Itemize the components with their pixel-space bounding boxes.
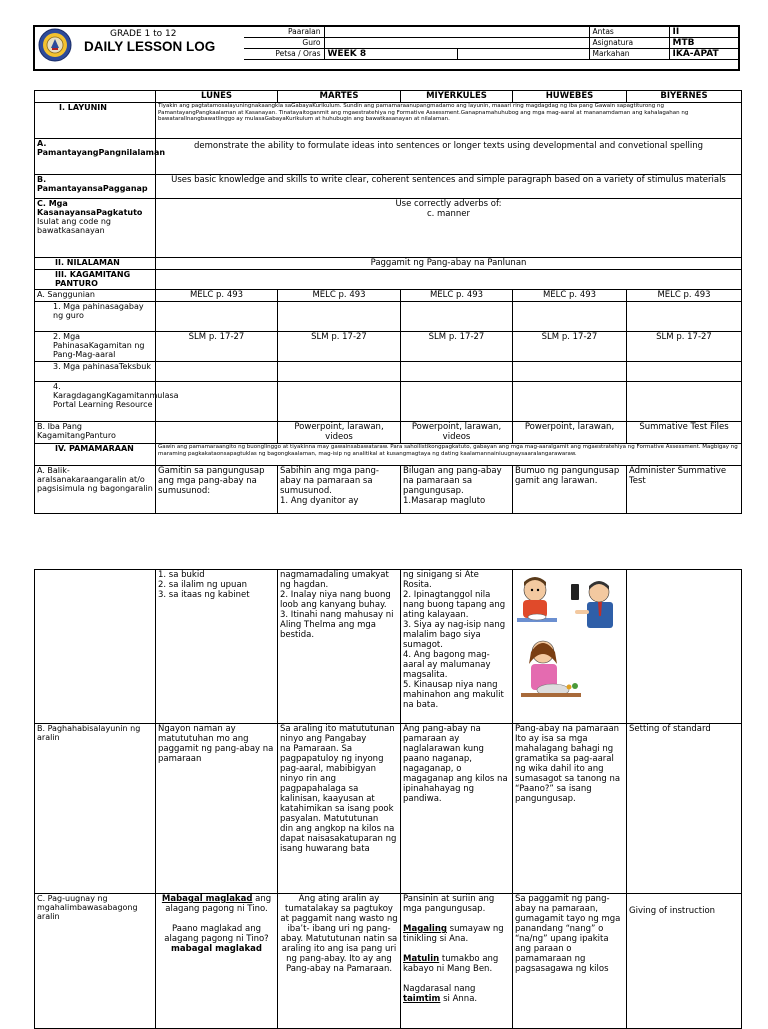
lesson-table bbox=[34, 90, 742, 514]
sanggunian-miyerkules: MELC p. 493 bbox=[401, 290, 513, 302]
pamantayang-pangnilalaman-text: demonstrate the ability to formulate ideas into sentences or longer texts using developmental and convetional spelling bbox=[156, 139, 742, 175]
balik-aral-cont-biyernes bbox=[627, 570, 742, 724]
cartoon-pictures bbox=[513, 570, 625, 720]
iba-pang-huwebes: Powerpoint, larawan, bbox=[513, 422, 627, 444]
pamantayang-pangnilalaman-label: A. PamantayangPangnilalaman bbox=[35, 139, 156, 175]
asignatura-value: MTB bbox=[669, 38, 738, 49]
petsa-value: WEEK 8 bbox=[324, 49, 457, 60]
lesson-table-continued bbox=[34, 569, 742, 1029]
example-taimtim: taimtim bbox=[403, 994, 441, 1004]
boy-eating-picture bbox=[517, 577, 557, 622]
paghahabi-huwebes: Pang-abay na pamaraan Ito ay isa sa mga mahalagang bahagi ng gramatika sa pag-aaral ng wika dahil ito ang sumasagot sa tanong na “Paano?” sa isang pangungusap. bbox=[513, 724, 627, 894]
slm-miyerkules: SLM p. 17-27 bbox=[401, 332, 513, 362]
example-matulin: Matulin bbox=[403, 954, 440, 964]
balik-aral-cont-martes: nagmamadaling umakyat ng hagdan. 2. Inalay niya nang buong loob ang kanyang buhay. 3. Itinahi nang mahusay ni Aling Thelma ang mga bestida. bbox=[278, 570, 401, 724]
example-answer: mabagal maglakad bbox=[171, 944, 262, 954]
teksbuk-label: 3. Mga pahinasaTeksbuk bbox=[35, 362, 156, 382]
balik-aral-label: A. Balik-aralsanakaraangaralin at/o pagsisimula ng bagongaralin bbox=[35, 466, 156, 514]
paghahabi-biyernes: Setting of standard bbox=[627, 724, 742, 894]
balik-aral-cont-miyerkules: ng sinigang si Ate Rosita. 2. Ipinagtanggol nila nang buong tapang ang ating kalayaan. 3. Siya ay nag-isip nang malalim bago siya sumagot. 4. Ang bagong mag-aaral ay malumanay magsalita. 5. Kinausap niya nang mahinahon ang makulit na bata. bbox=[401, 570, 513, 724]
example-mabagal: Mabagal maglakad bbox=[161, 894, 253, 904]
paghahabi-martes: Sa araling ito matututunan ninyo ang Pangabay na Pamaraan. Sa pagpapatuloy ng inyong pag-aaral, mabibigyan ninyo rin ang pagpapahalaga sa kalinisan, kaayusan at katahimikan sa isang pook pasyalan. Matututunan din ang angkop na kilos na dapat naisasakatuparan ng isang huwarang bata bbox=[278, 724, 401, 894]
layunin-text: Tiyakin ang pagtatamosalayuningnakaangkla saGabayaKurikulum. Sundin ang pamamaraanupangmadamo ang layunin, maaari ring magdagdag ng iba pang Gawain sapagtiturong ng PamantayangPangkaalaman at Kasanayan. Tinatayaitoganmit ang mgaestratehiya ng Formative Assessment.Ganapnamahuhubog ang mga mag-aaral at mananamdaman ang kahalagahan ng bawatarallnangbawatlinggo ay mulasaGabayaKurikulum at huhubugin ang bawatkasanayan at nilalaman. bbox=[156, 103, 742, 139]
days-row bbox=[35, 91, 742, 103]
example-question: Paano maglakad ang alagang pagong ni Tino? bbox=[164, 924, 269, 944]
petsa-extra bbox=[457, 49, 589, 60]
iba-pang-miyerkules: Powerpoint, larawan, videos bbox=[401, 422, 513, 444]
slm-martes: SLM p. 17-27 bbox=[278, 332, 401, 362]
sanggunian-martes: MELC p. 493 bbox=[278, 290, 401, 302]
paghahabi-lunes: Ngayon naman ay matututuhan mo ang paggamit ng pang-abay na pamaraan bbox=[156, 724, 278, 894]
petsa-label: Petsa / Oras bbox=[244, 49, 324, 60]
woman-cooking-picture bbox=[521, 641, 581, 697]
example-matulin-rest: tumakbo ang kabayo ni Mang Ben. bbox=[403, 954, 499, 974]
sanggunian-lunes: MELC p. 493 bbox=[156, 290, 278, 302]
balik-aral-cont-huwebes bbox=[513, 570, 627, 724]
paghahabi-miyerkules: Ang pang-abay na pamaraan ay naglalarawan kung paano naganap, nagaganap, o magaganap ang kilos na ipinahahayag ng pandiwa. bbox=[401, 724, 513, 894]
balik-aral-lunes: Gamitin sa pangungusap ang mga pang-abay na sumusunod: bbox=[156, 466, 278, 514]
example-taimtim-rest: si Anna. bbox=[440, 994, 478, 1004]
asignatura-label: Asignatura bbox=[589, 38, 669, 49]
nilalaman-text: Paggamit ng Pang-abay na Panlunan bbox=[156, 258, 742, 270]
balik-aral-martes: Sabihin ang mga pang-abay na pamaraan sa sumusunod. 1. Ang dyanitor ay bbox=[278, 466, 401, 514]
pamamaraan-text: Gawin ang pamamaraangito ng buonglinggo at tiyakinna may gawainsabawataraw. Para sahoilistikongpagkatuto, gabayan ang mga mag-aaralgamit ang mgaestratehiya ng Formative Assessment. Magbigay ng maraming pagkakataonsapagtuklas ng bagongkaalaman, mag-isip ng analitikal at kusangmagtaya ng dating kaalamannainiuugnaysaaralangarawaraw. bbox=[156, 444, 742, 466]
paaralan-label: Paaralan bbox=[244, 27, 324, 38]
lrportal-label: 4. KaragdagangKagamitanmulasa Portal Learning Resource bbox=[35, 382, 156, 422]
markahan-label: Markahan bbox=[589, 49, 669, 60]
slm-biyernes: SLM p. 17-27 bbox=[627, 332, 742, 362]
iba-pang-biyernes: Summative Test Files bbox=[627, 422, 742, 444]
kasanayan-text bbox=[156, 199, 742, 258]
slm-lunes: SLM p. 17-27 bbox=[156, 332, 278, 362]
day-huwebes: HUWEBES bbox=[513, 91, 627, 103]
sanggunian-biyernes: MELC p. 493 bbox=[627, 290, 742, 302]
iba-pang-lunes bbox=[156, 422, 278, 444]
paaralan-value bbox=[324, 27, 589, 38]
markahan-value: IKA-APAT bbox=[669, 49, 738, 60]
pag-uugnay-label: C. Pag-uugnay ng mgahalimbawasabagong aralin bbox=[35, 894, 156, 1029]
pamamaraan-label: IV. PAMAMARAAN bbox=[35, 444, 156, 466]
header-spacer bbox=[244, 60, 738, 73]
kasanayan-label: C. Mga KasanayansaPagkatuto bbox=[37, 199, 143, 217]
gabay-guro-label: 1. Mga pahinasagabay ng guro bbox=[35, 302, 156, 332]
kagamitan-label: III. KAGAMITANG PANTURO bbox=[35, 270, 156, 290]
deped-seal-icon bbox=[38, 28, 72, 62]
guro-label: Guro bbox=[244, 38, 324, 49]
iba-pang-martes: Powerpoint, larawan, videos bbox=[278, 422, 401, 444]
paghahabi-label: B. Paghahabisalayunin ng aralin bbox=[35, 724, 156, 894]
grade-line: GRADE 1 to 12 bbox=[110, 29, 177, 39]
pag-uugnay-huwebes: Sa paggamit ng pang-abay na pamaraan, gumagamit tayo ng mga panandang “nang” o “na/ng” upang ipakita ang paraan o pamamaraan ng pagsasagawa ng kilos bbox=[513, 894, 627, 1029]
balik-aral-biyernes: Administer Summative Test bbox=[627, 466, 742, 514]
pamantayan-pagganap-label: B. PamantayansaPagganap bbox=[35, 175, 156, 199]
nilalaman-label: II. NILALAMAN bbox=[35, 258, 156, 270]
page-title: DAILY LESSON LOG bbox=[84, 39, 216, 54]
balik-aral-miyerkules: Bilugan ang pang-abay na pamaraan sa pangungusap. 1.Masarap magluto bbox=[401, 466, 513, 514]
example-mabagal-rest: ang alagang pagong ni Tino. bbox=[165, 894, 272, 914]
sanggunian-label: A. Sanggunian bbox=[35, 290, 156, 302]
balik-aral-cont-lunes: 1. sa bukid 2. sa ilalim ng upuan 3. sa itaas ng kabinet bbox=[156, 570, 278, 724]
layunin-label: I. LAYUNIN bbox=[35, 103, 156, 139]
kagamitan-empty bbox=[156, 270, 742, 290]
kasanayan-line2: c. manner bbox=[426, 209, 471, 219]
example-magaling-rest: sumayaw ng tinikling si Ana. bbox=[403, 924, 504, 944]
example-taimtim-pre: Nagdarasal nang bbox=[403, 984, 476, 994]
balik-aral-huwebes: Bumuo ng pangungusap gamit ang larawan. bbox=[513, 466, 627, 514]
man-with-phone-picture bbox=[571, 581, 613, 628]
slm-huwebes: SLM p. 17-27 bbox=[513, 332, 627, 362]
kagamitan-mag-aaral-label: 2. Mga PahinasaKagamitan ng Pang-Mag-aaral bbox=[35, 332, 156, 362]
wed-intro: Pansinin at suriin ang mga pangungusap. bbox=[403, 894, 495, 914]
corner-cell bbox=[35, 91, 156, 103]
pag-uugnay-martes: Ang ating aralin ay tumatalakay sa pagtukoy at paggamit nang wasto ng iba’t- ibang uri ng pang-abay. Matututunan natin sa araling ito ang isa pang uri ng pang-abay. Ito ay ang Pang-abay na Pamaraan. bbox=[278, 894, 401, 1029]
kasanayan-sublabel: Isulat ang code ng bawatkasanayan bbox=[37, 217, 111, 235]
pag-uugnay-biyernes: Giving of instruction bbox=[627, 894, 742, 1029]
pamantayan-pagganap-text: Uses basic knowledge and skills to write clear, coherent sentences and simple paragraph based on a variety of stimulus materials bbox=[156, 175, 742, 199]
guro-value bbox=[324, 38, 589, 49]
pag-uugnay-lunes bbox=[156, 894, 278, 1029]
iba-pang-label: B. Iba Pang KagamitangPanturo bbox=[35, 422, 156, 444]
balik-aral-cont-label bbox=[35, 570, 156, 724]
antas-label: Antas bbox=[589, 27, 669, 38]
sanggunian-huwebes: MELC p. 493 bbox=[513, 290, 627, 302]
day-miyerkules: MIYERKULES bbox=[401, 91, 513, 103]
day-martes: MARTES bbox=[278, 91, 401, 103]
kasanayan-line1: Use correctly adverbs of: bbox=[395, 199, 502, 209]
pag-uugnay-miyerkules bbox=[401, 894, 513, 1029]
kasanayan-cell bbox=[35, 199, 156, 258]
day-biyernes: BIYERNES bbox=[627, 91, 742, 103]
example-magaling: Magaling bbox=[403, 924, 447, 934]
day-lunes: LUNES bbox=[156, 91, 278, 103]
header-table bbox=[244, 27, 738, 72]
antas-value: II bbox=[669, 27, 738, 38]
